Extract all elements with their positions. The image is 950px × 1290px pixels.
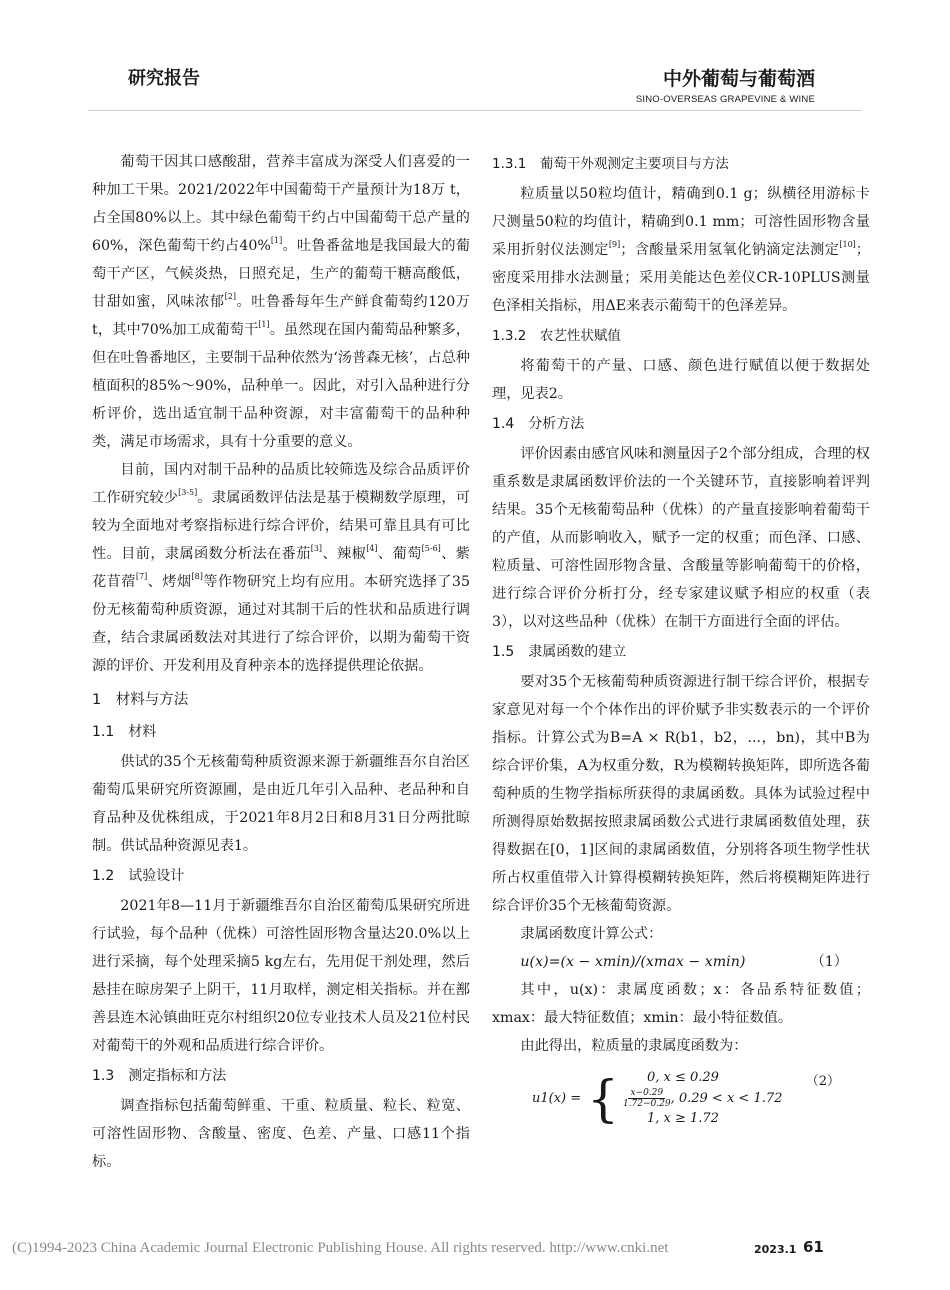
- section-label: 研究报告: [128, 68, 200, 89]
- section-heading-1-5: 1.5 隶属函数的建立: [492, 644, 627, 660]
- copyright-footer: (C)1994-2023 China Academic Journal Electronic Publishing House. All rights reserved. http://www.cnki.net: [12, 1240, 669, 1256]
- citation[interactable]: [10]: [839, 240, 856, 249]
- citation[interactable]: [3]: [310, 544, 323, 553]
- citation[interactable]: [1]: [258, 320, 270, 329]
- design-paragraph: 2021年8—11月于新疆维吾尔自治区葡萄瓜果研究所进行试验，每个品种（优株）可溶性固形物含量达20.0%以上进行采摘，每个处理采摘5 kg左右，先用促干剂处理，然后悬挂在晾房架子上阴干，11月取样，测定相关指标。并在鄯善县连木沁镇曲旺克尔村组织20位专业技术人员及21位村民对葡萄干的外观和品质进行综合评价。: [92, 898, 470, 1054]
- page-number: 61: [803, 1238, 824, 1256]
- citation[interactable]: [5-6]: [421, 544, 441, 553]
- analysis-paragraph: 评价因素由感官风味和测量因子2个部分组成，合理的权重系数是隶属函数评价法的一个关键环节，直接影响着评判结果。35个无核葡萄品种（优株）的产量直接影响着葡萄干的产值，从而影响收入，赋予一定的权重；而色泽、口感、粒质量、可溶性固形物含量、含酸量等影响葡萄干的价格，进行综合评价分析打分，经专家建议赋予相应的权重（表3），以对这些品种（优株）在制干方面进行全面的评估。: [492, 446, 870, 630]
- indicators-paragraph: 调查指标包括葡萄鲜重、干重、粒质量、粒长、粒宽、可溶性固形物、含酸量、密度、色差、产量、口感11个指标。: [92, 1098, 470, 1170]
- formula-2-case-1: 0, x ≤ 0.29: [646, 1070, 719, 1085]
- right-column: [492, 148, 870, 1129]
- section-heading-1-3-2: 1.3.2 农艺性状赋值: [492, 328, 621, 344]
- section-heading-1-3-1: 1.3.1 葡萄干外观测定主要项目与方法: [492, 156, 729, 172]
- journal-subtitle: SINO-OVERSEAS GRAPEVINE & WINE: [635, 94, 815, 105]
- appearance-paragraph: 粒质量以50粒均值计，精确到0.1 g；纵横径用游标卡尺测量50粒的均值计，精确到0.1 mm；可溶性固形物含量采用折射仪法测定[9]；含酸量采用氢氧化钠滴定法测定[10]；密度采用排水法测量；采用美能达色差仪CR-10PLUS测量色泽相关指标，用ΔE来表示葡萄干的色泽差异。: [492, 186, 870, 314]
- fraction-denominator: 1.72−0.29: [622, 1099, 671, 1109]
- assignment-paragraph: 将葡萄干的产量、口感、颜色进行赋值以便于数据处理，见表2。: [492, 358, 870, 402]
- formula-2: [532, 1068, 870, 1129]
- fraction-numerator: x−0.29: [630, 1088, 664, 1098]
- citation[interactable]: [9]: [608, 240, 621, 249]
- formula-2-cases: [623, 1068, 782, 1129]
- section-heading-1-4: 1.4 分析方法: [492, 416, 585, 432]
- section-heading-1-2: 1.2 试验设计: [92, 868, 185, 884]
- section-heading-1-3: 1.3 测定指标和方法: [92, 1068, 227, 1084]
- left-column: [92, 148, 470, 1176]
- citation[interactable]: [4]: [366, 544, 378, 553]
- formula-2-number: （2）: [805, 1074, 840, 1089]
- membership-paragraph: 要对35个无核葡萄种质资源进行制干综合评价，根据专家意见对每一个个体作出的评价赋予非实数表示的一个评价指标。计算公式为B=A × R(b1，b2，...，bn)，其中B为综合评价集，A为权重分数，R为模糊转换矩阵，即所选各葡萄种质的生物学指标所获得的隶属函数。具体为试验过程中所测得原始数据按照隶属函数公式进行隶属函数值处理，获得数据在[0，1]区间的隶属函数值，分别将各项生物学性状所占权重值带入计算得模糊转换矩阵，然后将模糊矩阵进行综合评价35个无核葡萄资源。: [492, 674, 870, 914]
- materials-paragraph: 供试的35个无核葡萄种质资源来源于新疆维吾尔自治区葡萄瓜果研究所资源圃，是由近几年引入品种、老品种和自育品种及优株组成，于2021年8月2日和8月31日分两批晾制。供试品种资源见表1。: [92, 754, 470, 854]
- section-heading-1-1: 1.1 材料: [92, 724, 157, 740]
- formula-2-case-3: 1, x ≥ 1.72: [646, 1111, 719, 1126]
- issue-number: 2023.1: [754, 1243, 797, 1256]
- section-heading-1: 1 材料与方法: [92, 692, 189, 708]
- citation[interactable]: [3-5]: [178, 488, 198, 497]
- left-brace: {: [587, 1069, 619, 1128]
- formula-2-lhs: u1(x) =: [532, 1090, 582, 1106]
- citation[interactable]: [2]: [224, 292, 236, 301]
- citation[interactable]: [8]: [191, 572, 203, 581]
- formula-2-case-2: $\frac{x-0.29}{1.72-0.29}$ , 0.29 < x < 1.72: [622, 1088, 783, 1109]
- intro-paragraph-1: 葡萄干因其口感酸甜，营养丰富成为深受人们喜爱的一种加工干果。2021/2022年中国葡萄干产量预计为18万 t，占全国80%以上。其中绿色葡萄干约占中国葡萄干总产量的60%，深色葡萄干约占40%[1]。吐鲁番盆地是我国最大的葡萄干产区，气候炎热，日照充足，生产的葡萄干糖高酸低，甘甜如蜜，风味浓郁[2]。吐鲁番每年生产鲜食葡萄约120万 t，其中70%加工成葡萄干[1]。虽然现在国内葡萄品种繁多，但在吐鲁番地区，主要制干品种依然为‘汤普森无核’，占总种植面积的85%～90%，品种单一。因此，对引入品种进行分析评价，选出适宜制干品种资源，对丰富葡萄干的品种种类，满足市场需求，具有十分重要的意义。: [92, 154, 470, 450]
- formula-intro: 隶属函数度计算公式：: [520, 926, 663, 942]
- citation[interactable]: [1]: [270, 236, 283, 245]
- journal-title: 中外葡萄与葡萄酒: [662, 68, 815, 90]
- formula-1-expression: u(x)=(x − xmin)/(xmax − xmin): [520, 954, 746, 970]
- formula-derivation: 由此得出，粒质量的隶属度函数为：: [520, 1038, 748, 1054]
- header-divider: [88, 110, 862, 111]
- citation[interactable]: [7]: [135, 572, 148, 581]
- formula-legend: 其中，u(x)：隶属度函数；x：各品系特征数值；xmax：最大特征数值；xmin：最小特征数值。: [492, 982, 870, 1026]
- formula-1-number: （1）: [810, 954, 848, 970]
- formula-1: [492, 948, 870, 976]
- intro-paragraph-2: 目前，国内对制干品种的品质比较筛选及综合品质评价工作研究较少[3-5]。隶属函数评估法是基于模糊数学原理，可较为全面地对考察指标进行综合评价，结果可靠且具有可比性。目前，隶属函数分析法在番茄[3]、辣椒[4]、葡萄[5-6]、紫花苜蓿[7]、烤烟[8]等作物研究上均有应用。本研究选择了35份无核葡萄种质资源，通过对其制干后的性状和品质进行调查，结合隶属函数法对其进行了综合评价，以期为葡萄干资源的评价、开发利用及育种亲本的选择提供理论依据。: [92, 462, 470, 674]
